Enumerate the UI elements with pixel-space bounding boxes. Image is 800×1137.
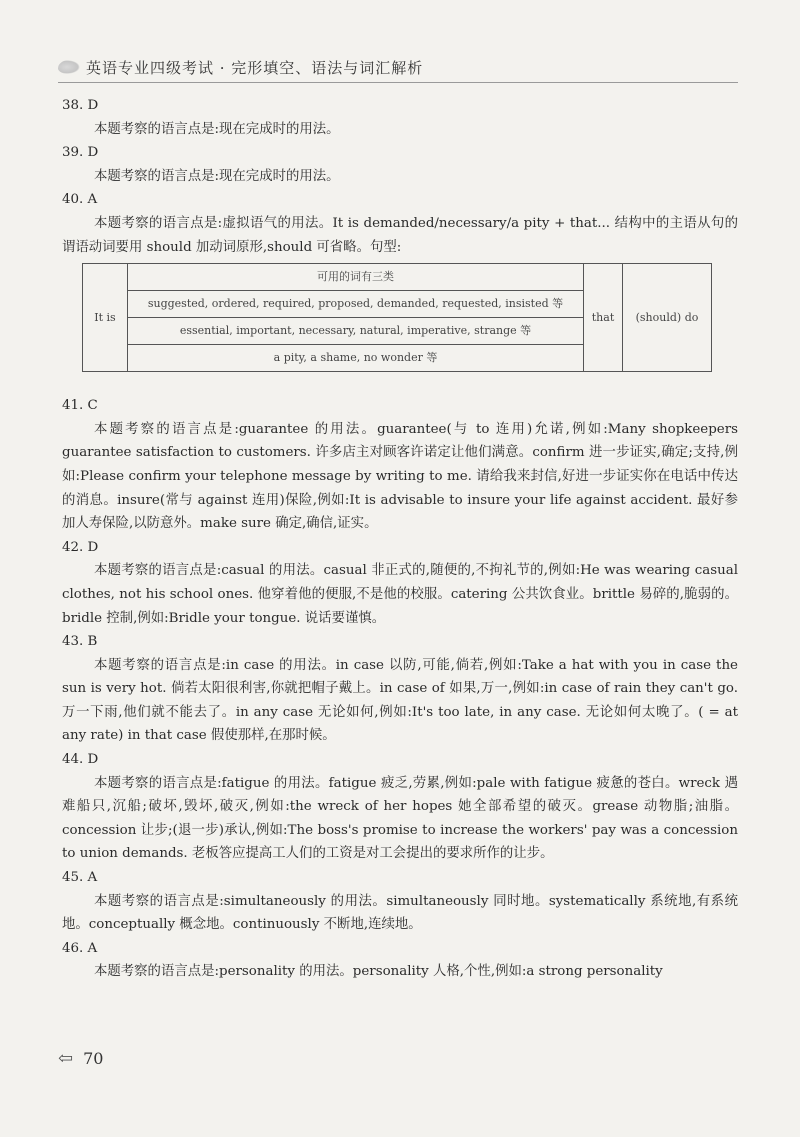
table-left-cell: It is: [83, 264, 128, 372]
answer-explanation: 本题考察的语言点是:casual 的用法。casual 非正式的,随便的,不拘礼节的,例如:He was wearing casual clothes, not his school ones. 他穿着他的便服,不是他的校服。catering 公共饮食业。brittle 易碎的,脆弱的。bridle 控制,例如:Bridle your tongue. 说话要谨慎。: [62, 563, 738, 626]
sentence-pattern-table: [82, 263, 712, 372]
answer-number: 40. A: [62, 192, 98, 208]
spacer: [62, 372, 738, 394]
answer-number: 44. D: [62, 752, 99, 768]
answer-number: 41. C: [62, 398, 98, 414]
answer-explanation: 本题考察的语言点是:虚拟语气的用法。It is demanded/necessary/a pity + that... 结构中的主语从句的谓语动词要用 should 加动词原形,should 可省略。句型:: [62, 215, 738, 255]
table-tail-cell: (should) do: [623, 264, 712, 372]
answer-explanation: 本题考察的语言点是:现在完成时的用法。: [94, 168, 340, 184]
table-row: a pity, a shame, no wonder 等: [128, 345, 584, 372]
answer-explanation: 本题考察的语言点是:fatigue 的用法。fatigue 疲乏,劳累,例如:pale with fatigue 疲惫的苍白。wreck 遇难船只,沉船;破坏,毁坏,破灭,例如:the wreck of her hopes 她全部希望的破灭。grease 动物脂;油脂。concession 让步;(退一步)承认,例如:The boss's promise to increase the workers' pay was a concession to union demands. 老板答应提高工人们的工资是对工会提出的要求所作的让步。: [62, 775, 738, 862]
answer-explanations: [62, 94, 738, 984]
page-number: 70: [83, 1049, 104, 1068]
answer-explanation: 本题考察的语言点是:personality 的用法。personality 人格,个性,例如:a strong personality: [94, 964, 663, 980]
table-header-cell: 可用的词有三类: [128, 264, 584, 291]
answer-number: 39. D: [62, 145, 99, 161]
answer-number: 45. A: [62, 870, 98, 886]
answer-number: 43. B: [62, 634, 98, 650]
answer-explanation: 本题考察的语言点是:guarantee 的用法。guarantee(与 to 连用)允诺,例如:Many shopkeepers guarantee satisfaction to customers. 许多店主对顾客许诺定让他们满意。confirm 进一步证实,确定;支持,例如:Please confirm your telephone message by writing to me. 请给我来封信,好进一步证实你在电话中传达的消息。insure(常与 against 连用)保险,例如:It is advisable to insure your life against accident. 最好参加人寿保险,以防意外。make sure 确定,确信,证实。: [62, 421, 738, 532]
sentence-pattern-table-wrap: [82, 263, 738, 372]
answer-explanation: 本题考察的语言点是:现在完成时的用法。: [94, 121, 340, 137]
running-header: [58, 52, 738, 83]
header-title: 英语专业四级考试 · 完形填空、语法与词汇解析: [86, 58, 424, 77]
answer-number: 42. D: [62, 539, 99, 555]
page-footer: [58, 1048, 103, 1069]
arrow-left-icon: ⇦: [58, 1048, 74, 1069]
answer-explanation: 本题考察的语言点是:simultaneously 的用法。simultaneously 同时地。systematically 系统地,有系统地。conceptually 概念地。continuously 不断地,连续地。: [62, 893, 738, 933]
answer-number: 38. D: [62, 98, 99, 113]
table-row: suggested, ordered, required, proposed, demanded, requested, insisted 等: [128, 291, 584, 318]
answer-number: 46. A: [62, 940, 98, 956]
leaf-ornament-icon: [58, 60, 80, 74]
table-that-cell: that: [584, 264, 623, 372]
answer-explanation: 本题考察的语言点是:in case 的用法。in case 以防,可能,倘若,例如:Take a hat with you in case the sun is very hot. 倘若太阳很利害,你就把帽子戴上。in case of 如果,万一,例如:in case of rain they can't go. 万一下雨,他们就不能去了。in any case 无论如何,例如:It's too late, in any case. 无论如何太晚了。( = at any rate) in that case 假使那样,在那时候。: [62, 657, 738, 744]
table-row: essential, important, necessary, natural, imperative, strange 等: [128, 318, 584, 345]
